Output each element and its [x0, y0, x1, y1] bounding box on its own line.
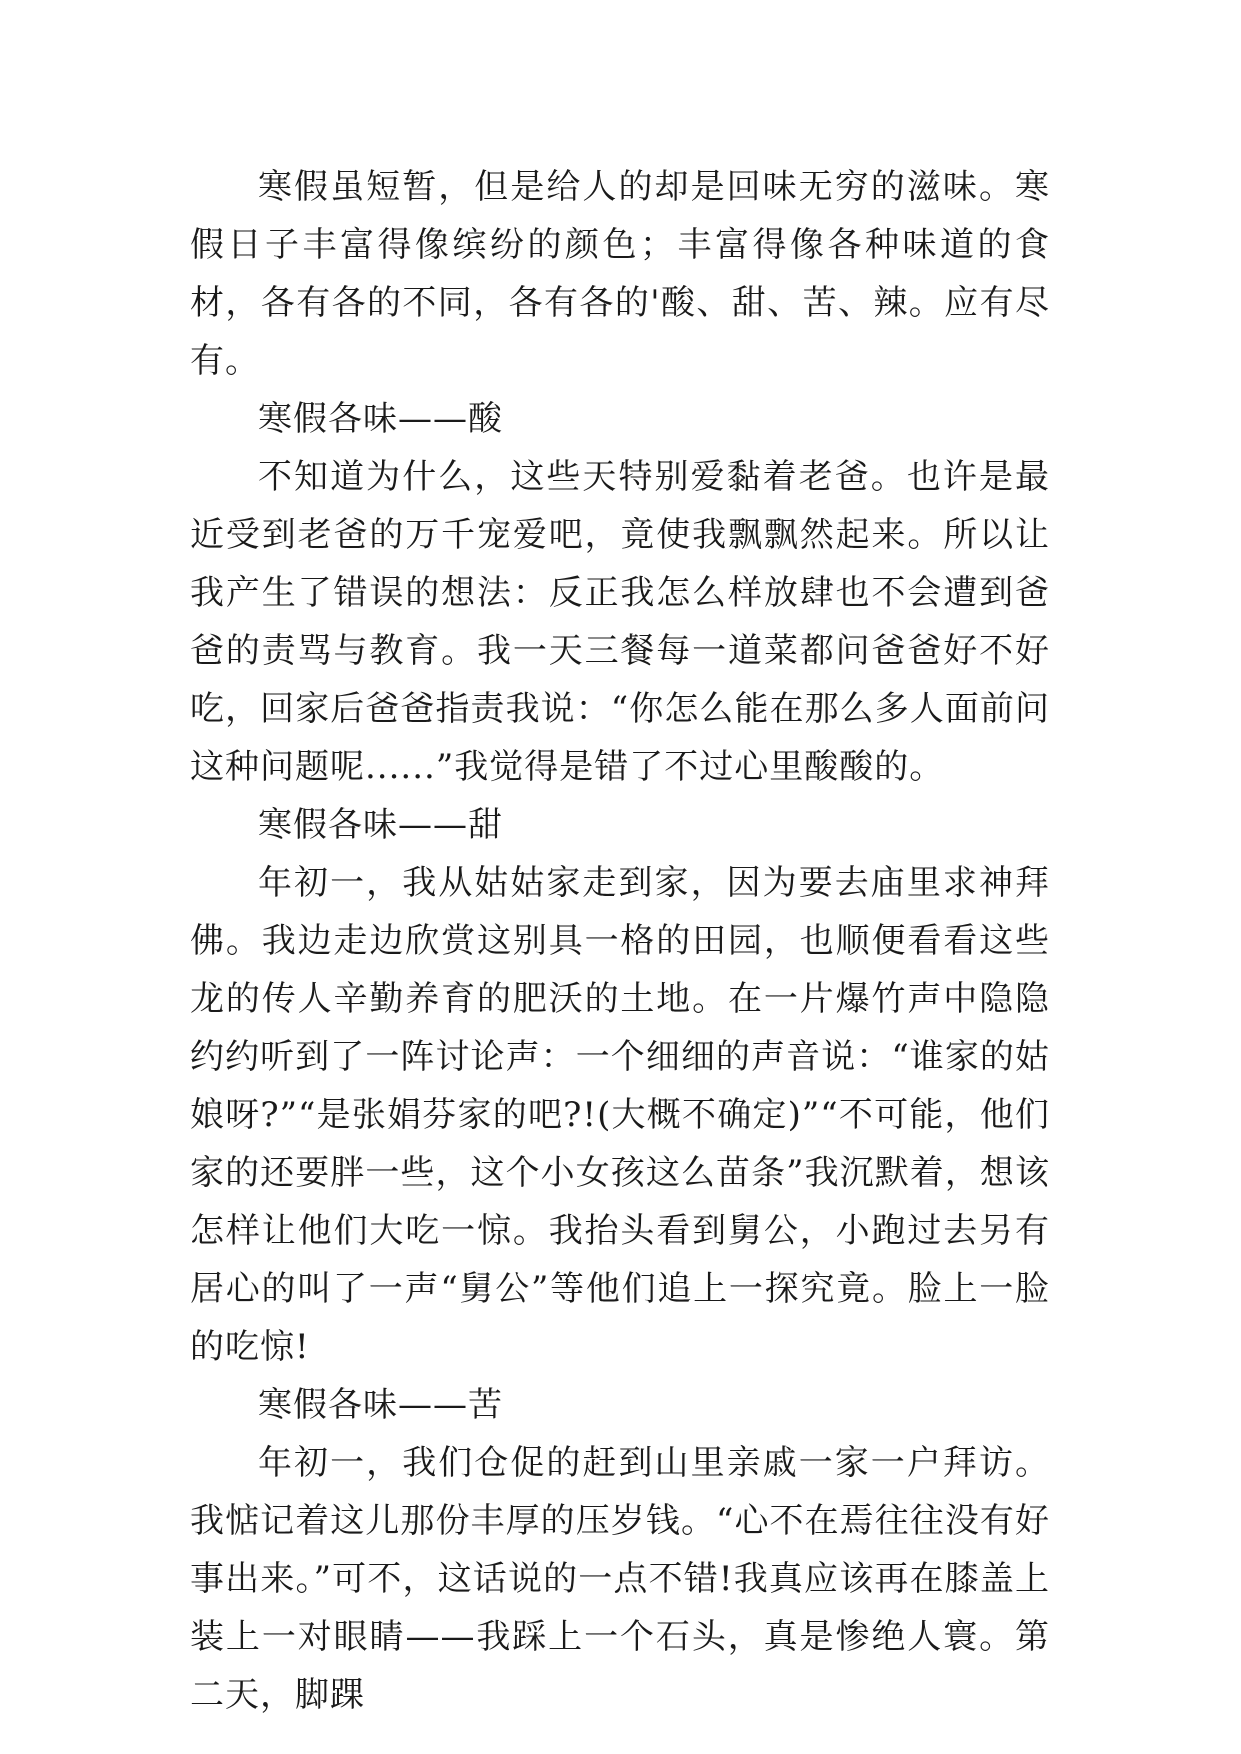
paragraph-bitter: 年初一，我们仓促的赶到山里亲戚一家一户拜访。我惦记着这儿那份丰厚的压岁钱。“心不在焉往往没有好事出来。”可不，这话说的一点不错!我真应该再在膝盖上装上一对眼睛——我踩上一个石头，真是惨绝人寰。第二天，脚踝 — [190, 1443, 1050, 1715]
section-heading-sweet: 寒假各味——甜 — [258, 805, 503, 845]
section-heading-sour: 寒假各味——酸 — [258, 399, 503, 439]
paragraph-sour: 不知道为什么，这些天特别爱黏着老爸。也许是最近受到老爸的万千宠爱吧，竟使我飘飘然起来。所以让我产生了错误的想法：反正我怎么样放肆也不会遭到爸爸的责骂与教育。我一天三餐每一道菜都问爸爸好不好吃，回家后爸爸指责我说：“你怎么能在那么多人面前问这种问题呢......”我觉得是错了不过心里酸酸的。 — [190, 457, 1050, 787]
document-body — [190, 158, 1050, 1724]
paragraph-intro: 寒假虽短暂，但是给人的却是回味无穷的滋味。寒假日子丰富得像缤纷的颜色；丰富得像各种味道的食材，各有各的不同，各有各的'酸、甜、苦、辣。应有尽有。 — [190, 167, 1050, 381]
section-heading-bitter: 寒假各味——苦 — [258, 1385, 503, 1425]
paragraph-sweet: 年初一，我从姑姑家走到家，因为要去庙里求神拜佛。我边走边欣赏这别具一格的田园，也顺便看看这些龙的传人辛勤养育的肥沃的土地。在一片爆竹声中隐隐约约听到了一阵讨论声：一个细细的声音说：“谁家的姑娘呀?”“是张娟芬家的吧?!(大概不确定)”“不可能，他们家的还要胖一些，这个小女孩这么苗条”我沉默着，想该怎样让他们大吃一惊。我抬头看到舅公，小跑过去另有居心的叫了一声“舅公”等他们追上一探究竟。脸上一脸的吃惊! — [190, 863, 1050, 1367]
